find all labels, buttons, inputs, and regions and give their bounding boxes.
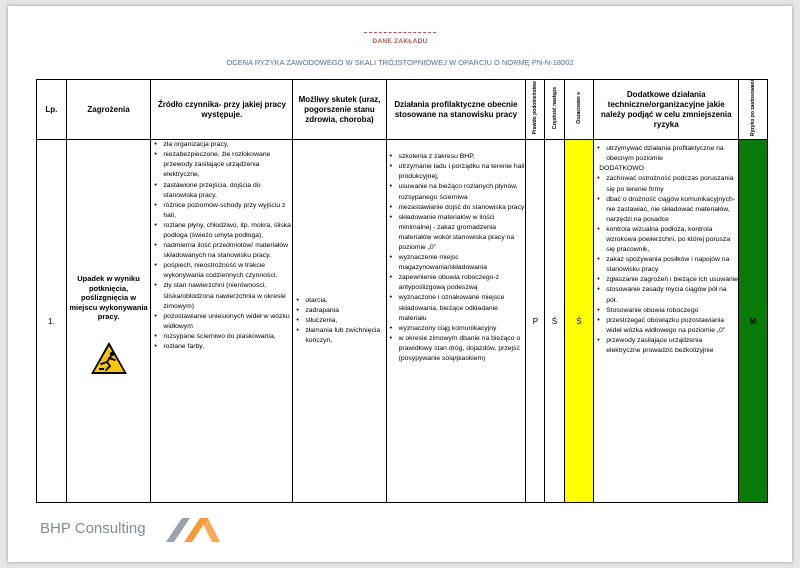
list-item: • zastawione przejścia, dojścia do stanowiska pracy, <box>151 181 292 201</box>
list-item: • przewody zasilające urządzenia elektryczne prowadzić bezkolizyjnie <box>594 336 738 356</box>
col-dodatkowe: Dodatkowe działania techniczne/organizacyjne jakie należy podjąć w celu zmniejszenia ryzyka <box>594 80 739 140</box>
list-item: • zła organizacja pracy, <box>151 140 292 150</box>
hazard-cell <box>66 140 151 503</box>
company-data-label: DANE ZAKŁADU <box>372 38 428 45</box>
list-item: • nadmierna ilość przedmiotów/ materiałów składowanych na stanowisku pracy, <box>151 241 292 261</box>
logo-text: BHP Consulting <box>40 520 146 537</box>
sources-list <box>151 140 292 352</box>
table-row <box>37 140 768 503</box>
list-item: • składowanie materiałów w ilości minimalnej - zakaz gromadzenia materiałów wokół stanowiska pracy na poziomie „0” <box>387 213 526 253</box>
hazard-label: Upadek w wyniku potknięcia, poślizgnięcia w miejscu wykonywania pracy. <box>69 274 148 322</box>
bhp-logo-icon <box>160 514 222 544</box>
measures-list <box>387 140 526 364</box>
list-item: • otarcia, <box>293 296 385 306</box>
list-item: • stłuczenia, <box>293 316 385 326</box>
effects-list <box>293 296 385 346</box>
document-page <box>8 6 792 562</box>
oszacowanie-value: Ś <box>564 140 594 503</box>
warning-slip-icon <box>89 340 129 376</box>
row-number: 1. <box>37 140 67 503</box>
list-item: • różnice poziomów-schody przy wyjściu z hali, <box>151 201 292 221</box>
prawdopodobienstwo-value: P <box>526 140 545 503</box>
list-item: • szkolenia z zakresu BHP, <box>387 152 526 162</box>
col-skutek: Możliwy skutek (uraz, pogorszenie stanu zdrowia, choroba) <box>293 80 386 140</box>
document-title: OCENA RYZYKA ZAWODOWEGO W SKALI TRÓJSTOPNIOWEJ W OPARCIU O NORMĘ PN-N-18002 <box>226 58 574 67</box>
list-item: • wyznaczenie miejsc magazynowania/składowania <box>387 253 526 273</box>
list-item: • utrzymanie ładu i porządku na terenie hali produkcyjnej, <box>387 162 526 182</box>
list-item: • rozlane farby, <box>151 342 292 352</box>
list-item: • pośpiech, nieostrożność w trakcie wykonywania codziennych czynności, <box>151 261 292 281</box>
list-item: • rozsypane ścierniwo do piaskowania, <box>151 332 292 342</box>
list-item: • zakaz spożywania posiłków i napojów na stanowisku pracy <box>594 255 738 275</box>
effects-cell <box>293 140 386 503</box>
col-dzialania: Działania profilaktyczne obecnie stosowane na stanowisku pracy <box>386 80 526 140</box>
list-item: • niezastawianie dojść do stanowiska pracy <box>387 203 526 213</box>
list-item: • usuwanie na bieżąco rozlanych płynów, rozsypanego ścierniwa <box>387 182 526 202</box>
list-item: • w okresie zimowym dbanie na bieżąco o prawidłowy stan dróg, dojazdów, przejść (posypywanie solą/piaskiem) <box>387 334 526 364</box>
measures-cell <box>386 140 526 503</box>
list-item: • złamania lub zwichnięcia kończyn, <box>293 326 385 346</box>
sources-cell <box>151 140 293 503</box>
list-item: • zadrapania <box>293 306 385 316</box>
list-item: • stosowanie zasady mycia ciągów pół na pół. <box>594 285 738 305</box>
list-item: • niezabezpieczone, źle rozlokowane przewody zasilające urządzenia elektryczne, <box>151 150 292 180</box>
table-header-row <box>37 80 768 140</box>
list-item: • rozlane płyny, chłodziwo, itp. mokra, śliska podłoga (świeżo umyta podłoga), <box>151 221 292 241</box>
list-item: • przestrzegać obowiązku pozostawiania wideł wózka widłowego na poziomie „0” <box>594 316 738 336</box>
col-lp: Lp. <box>37 80 67 140</box>
list-item: • wyznaczony ciąg komunikacyjny <box>387 324 526 334</box>
list-item: • zapewnienie obuwia roboczego-z antypoślizgową podeszwą <box>387 273 526 293</box>
list-item: • zły stan nawierzchni (nierówności, śliska/oblodzona nawierzchnia w okresie zimowym) <box>151 281 292 311</box>
risk-table <box>36 79 768 503</box>
company-data-line <box>364 32 436 33</box>
col-prawdopodobienstwo: Prawdo podobieństwo <box>526 80 545 140</box>
col-czestosc: Częstość następs <box>545 80 564 140</box>
list-item: • zgłaszanie zagrożeń i bieżące ich usuwanie <box>594 275 738 285</box>
list-item: • pozostawianie uniesionych wideł w wózku widłowym <box>151 312 292 332</box>
czestosc-value: Ś <box>545 140 564 503</box>
additional-list <box>594 174 738 356</box>
additional-heading: DODATKOWO <box>599 165 644 173</box>
list-item: • kontrola wizualna podłoża, kontrola wzrokowa powierzchni, po której porusza się pracownik, <box>594 225 738 255</box>
col-oszacowanie: Oszacowan e <box>564 80 594 140</box>
list-item: • wyznaczone i oznakowane miejsce składowania, bieżące odkładanie materiału <box>387 293 526 323</box>
additional-first-list <box>594 140 738 164</box>
list-item: • utrzymywać działania profilaktyczne na obecnym poziomie <box>594 144 738 164</box>
list-item: • dbać o drożność ciągów komunikacyjnych- nie zastawiać, nie składować materiałów, narzędzi na posadce <box>594 195 738 225</box>
col-ryzyko: Ryzyko po zastosowani <box>739 80 768 140</box>
list-item: • Stosowanie obuwia roboczego <box>594 306 738 316</box>
list-item: • zachować ostrożność podczas poruszania się po terenie firmy <box>594 174 738 194</box>
col-zagrozenia: Zagrożenia <box>66 80 151 140</box>
additional-cell <box>594 140 739 503</box>
col-zrodlo: Źródło czynnika- przy jakiej pracy występuje. <box>151 80 293 140</box>
ryzyko-value: M <box>739 140 768 503</box>
